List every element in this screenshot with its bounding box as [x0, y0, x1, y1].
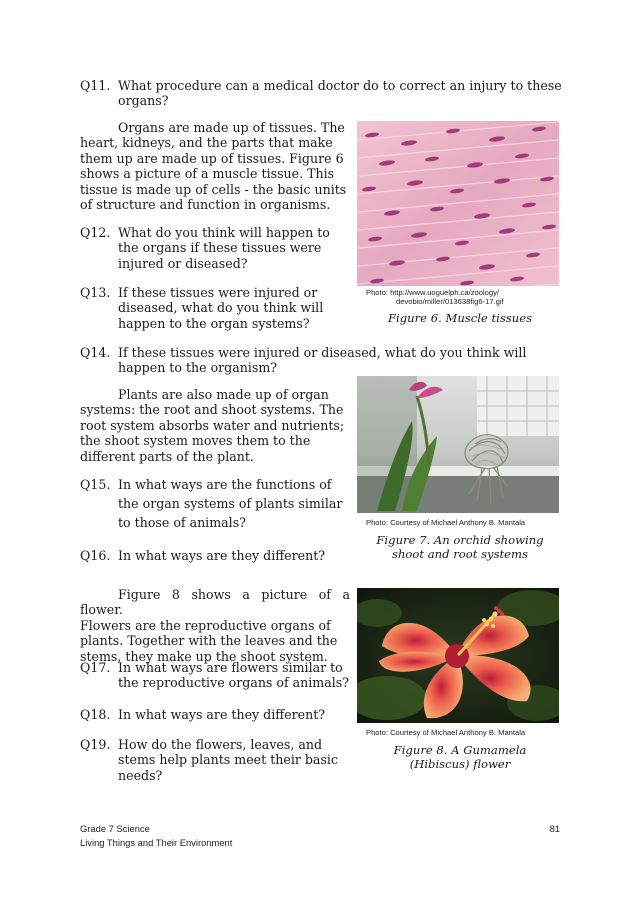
paragraph-flower: Figure 8 shows a picture of a flower. Flowers are the reproductive organs of plants. Together with the leaves and the stems, they make up the shoot system.: [80, 587, 350, 664]
figure6-caption: Figure 6. Muscle tissues: [387, 311, 533, 325]
figure7-credit: Photo: Courtesy of Michael Anthony B. Mantala: [366, 518, 526, 527]
question-number: Q18.: [80, 707, 111, 722]
figure7-caption: Figure 7. An orchid showing shoot and root systems: [376, 533, 544, 561]
hibiscus-image: [357, 588, 559, 723]
figure8-caption: Figure 8. A Gumamela (Hibiscus) flower: [393, 743, 527, 771]
question-number: Q13.: [80, 285, 111, 300]
footer-unit: Living Things and Their Environment: [80, 837, 233, 848]
question-text: organs?: [118, 93, 169, 109]
question-number: Q15.: [80, 477, 111, 492]
footer-course: Grade 7 Science: [80, 823, 150, 834]
question-number: Q11.: [80, 78, 111, 93]
question-number: Q16.: [80, 548, 111, 563]
page-number: 81: [549, 823, 560, 834]
orchid-image: [357, 376, 559, 513]
muscle-tissue-image: [357, 121, 559, 286]
figure8-credit: Photo: Courtesy of Michael Anthony B. Mantala: [366, 728, 526, 737]
paragraph-organs: Organs are made up of tissues. The heart, kidneys, and the parts that make them up are made up of tissues. Figure 6 shows a picture of a muscle tissue. This tissue is made up of cells - the basic units of structure and function in organisms.: [80, 120, 347, 213]
question-number: Q17.: [80, 660, 111, 675]
question-number: Q19.: [80, 737, 111, 752]
paragraph-plants: Plants are also made up of organ systems: the root and shoot systems. The root system absorbs water and nutrients; the shoot system moves them to the different parts of the plant.: [80, 387, 345, 464]
orchid-photo: [357, 376, 559, 513]
figure6-credit: Photo: http://www.uoguelph.ca/zoology/ devobio/miller/013638fig6-17.gif: [366, 288, 504, 306]
muscle-tissue-photo: [357, 121, 559, 286]
question-number: Q12.: [80, 225, 111, 240]
hibiscus-photo: [357, 588, 559, 723]
question-number: Q14.: [80, 345, 111, 360]
question-text: What procedure can a medical doctor do to correct an injury to these: [118, 78, 562, 93]
page-footer: [80, 822, 560, 850]
